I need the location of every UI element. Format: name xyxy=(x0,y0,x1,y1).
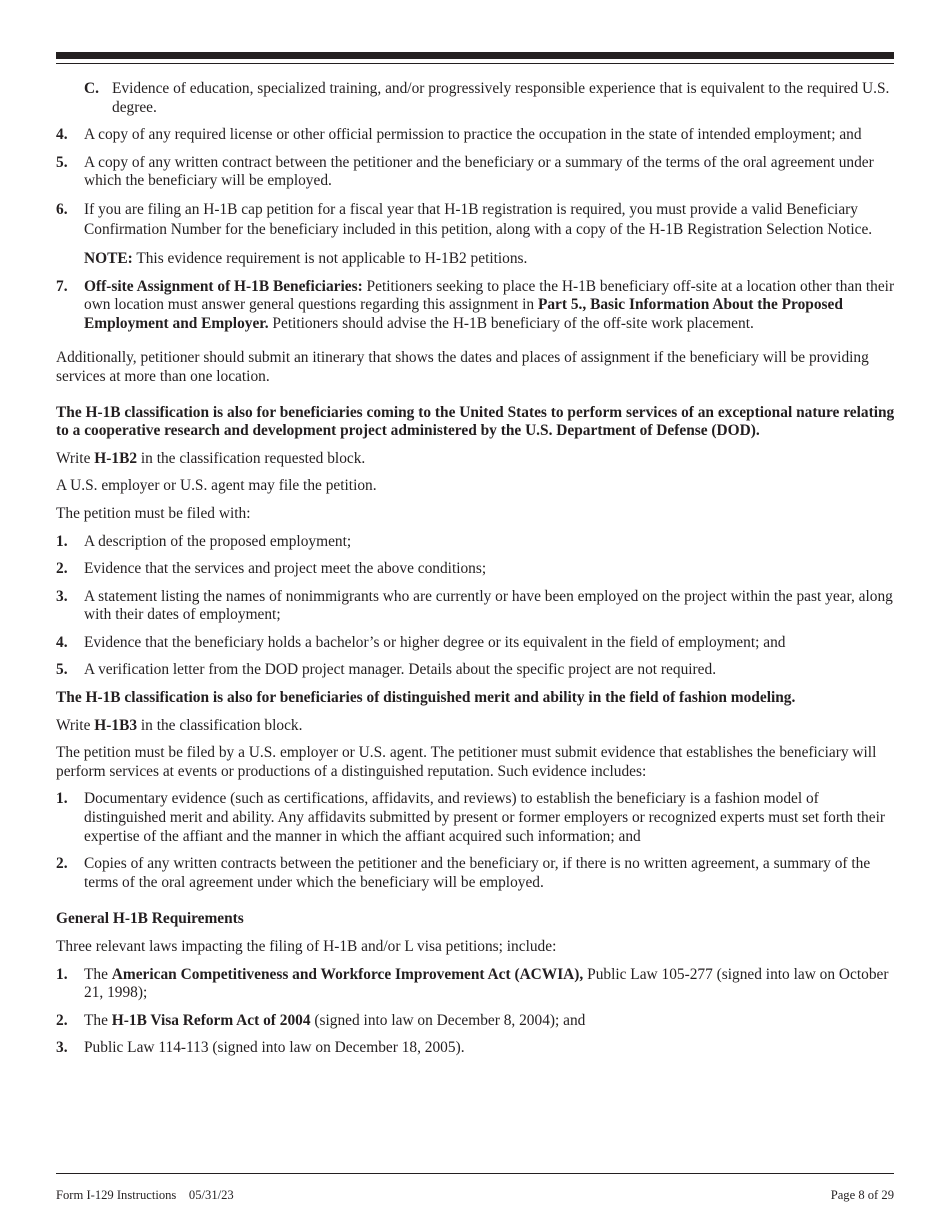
text: The xyxy=(84,1011,112,1029)
item-text: If you are filing an H-1B cap petition for a fiscal year that H-1B registration is required, you must provide a valid Beneficiary Confirmation Number for the beneficiary included in this petition, along with a copy of the H-1B Registration Selection Notice. xyxy=(84,200,873,239)
item-number: 4. xyxy=(56,126,68,144)
item-text: A description of the proposed employment; xyxy=(84,532,352,550)
header-thick-rule xyxy=(56,52,894,59)
item7-text-end: Petitioners should advise the H-1B beneficiary of the off-site work placement. xyxy=(268,314,754,332)
item-number: 2. xyxy=(56,560,68,578)
list-item-4 xyxy=(56,126,896,145)
item-text: A copy of any required license or other official permission to practice the occupation in the state of intended employment; and xyxy=(84,126,862,144)
dod-write-line xyxy=(56,450,896,469)
header-thin-rule xyxy=(56,63,894,64)
footer-rule xyxy=(56,1173,894,1174)
text: Public Law 114-113 (signed into law on December 18, 2005). xyxy=(84,1039,465,1057)
fashion-heading: The H-1B classification is also for beneficiaries of distinguished merit and ability in the field of fashion modeling. xyxy=(56,689,796,707)
fashion-paragraph: The petition must be filed by a U.S. employer or U.S. agent. The petitioner must submit evidence that establishes the beneficiary will perform services at events or productions of a distinguished reputation. Such evidence includes: xyxy=(56,744,877,780)
list-item-c xyxy=(56,80,896,117)
dod-item-3 xyxy=(56,588,896,625)
dod-item-2 xyxy=(56,560,896,579)
page-content xyxy=(56,80,896,1067)
item-text: Documentary evidence (such as certifications, affidavits, and reviews) to establish the beneficiary is a fashion model of distinguished merit and ability. Any affidavits submitted by present or former employers or recognized experts must set forth their expertise of the affiant and the manner in which the affiant acquired such information; and xyxy=(84,790,885,845)
law-item-1 xyxy=(56,966,896,1003)
text: Write xyxy=(56,716,95,734)
item-text: A copy of any written contract between the petitioner and the beneficiary or a summary of the terms of the oral agreement under which the beneficiary will be employed. xyxy=(84,153,874,190)
general-requirements-heading: General H-1B Requirements xyxy=(56,910,244,928)
item-number: 7. xyxy=(56,277,68,295)
text: in the classification block. xyxy=(137,716,303,734)
item-number: 1. xyxy=(56,532,68,550)
item-number: 4. xyxy=(56,633,68,651)
item-text: Evidence of education, specialized training, and/or progressively responsible experience that is equivalent to the required U.S. degree. xyxy=(112,80,890,116)
item-number: 1. xyxy=(56,965,68,983)
law-name: H-1B Visa Reform Act of 2004 xyxy=(111,1011,311,1029)
item-text: A statement listing the names of nonimmigrants who are currently or have been employed on the project within the past year, along with their dates of employment; xyxy=(84,587,893,624)
text: Write xyxy=(56,449,95,467)
dod-filed-line: The petition must be filed with: xyxy=(56,504,251,522)
general-paragraph: Three relevant laws impacting the filing of H-1B and/or L visa petitions; include: xyxy=(56,938,557,955)
text: in the classification requested block. xyxy=(137,449,366,467)
item-number: 5. xyxy=(56,153,68,171)
list-item-5 xyxy=(56,154,896,191)
dod-heading: The H-1B classification is also for beneficiaries coming to the United States to perform services of an exceptional nature relating to a cooperative research and development project administered by the U.S. Department of Defense (DOD). xyxy=(56,403,895,440)
dod-item-4 xyxy=(56,634,896,653)
fashion-item-2 xyxy=(56,855,896,892)
text: Public Law 105-277 (signed into law on October 21, 1998); xyxy=(84,965,889,1002)
dod-item-1 xyxy=(56,533,896,552)
item7-text: Petitioners seeking to place the H-1B beneficiary off-site at a location other than their own location must answer general questions regarding this assignment in xyxy=(84,277,895,314)
item7-heading: Off-site Assignment of H-1B Beneficiaries: xyxy=(84,277,363,295)
footer-page-number: Page 8 of 29 xyxy=(830,1188,894,1202)
item-number: 3. xyxy=(56,1039,68,1057)
item7-part-reference: Part 5., Basic Information About the Proposed Employment and Employer. xyxy=(84,296,843,332)
dod-agent-line: A U.S. employer or U.S. agent may file the petition. xyxy=(56,477,377,495)
law-item-2 xyxy=(56,1012,896,1031)
text: (signed into law on December 8, 2004); and xyxy=(310,1011,586,1029)
item-number: 2. xyxy=(56,855,68,873)
item-number: C. xyxy=(84,80,99,97)
item-number: 5. xyxy=(56,661,68,679)
item-text: Copies of any written contracts between the petitioner and the beneficiary or, if there is no written agreement, a summary of the terms of the oral agreement under which the beneficiary will be employed. xyxy=(84,855,871,891)
text: The xyxy=(84,965,112,983)
fashion-write-line xyxy=(56,717,896,736)
classification-code: H-1B3 xyxy=(94,716,138,734)
item-text: Evidence that the beneficiary holds a bachelor’s or higher degree or its equivalent in the field of employment; and xyxy=(84,633,786,651)
law-item-3 xyxy=(56,1039,896,1058)
itinerary-paragraph: Additionally, petitioner should submit an itinerary that shows the dates and places of assignment if the beneficiary will be providing services at more than one location. xyxy=(56,349,869,385)
fashion-item-1 xyxy=(56,790,896,846)
item-number: 1. xyxy=(56,790,68,808)
list-item-6 xyxy=(56,200,896,241)
item-number: 3. xyxy=(56,587,68,605)
note-label: NOTE: xyxy=(84,249,133,267)
dod-item-5 xyxy=(56,661,896,680)
list-item-7 xyxy=(56,278,896,334)
note-text: This evidence requirement is not applicable to H-1B2 petitions. xyxy=(132,249,528,267)
item-number: 6. xyxy=(56,200,68,218)
classification-code: H-1B2 xyxy=(94,449,138,467)
item-text: Evidence that the services and project meet the above conditions; xyxy=(84,560,487,578)
note xyxy=(56,250,896,269)
item-text: A verification letter from the DOD project manager. Details about the specific project are not required. xyxy=(84,661,717,679)
footer-form-id: Form I-129 Instructions 05/31/23 xyxy=(56,1188,234,1202)
law-name: American Competitiveness and Workforce Improvement Act (ACWIA), xyxy=(111,965,584,983)
item-number: 2. xyxy=(56,1011,68,1029)
